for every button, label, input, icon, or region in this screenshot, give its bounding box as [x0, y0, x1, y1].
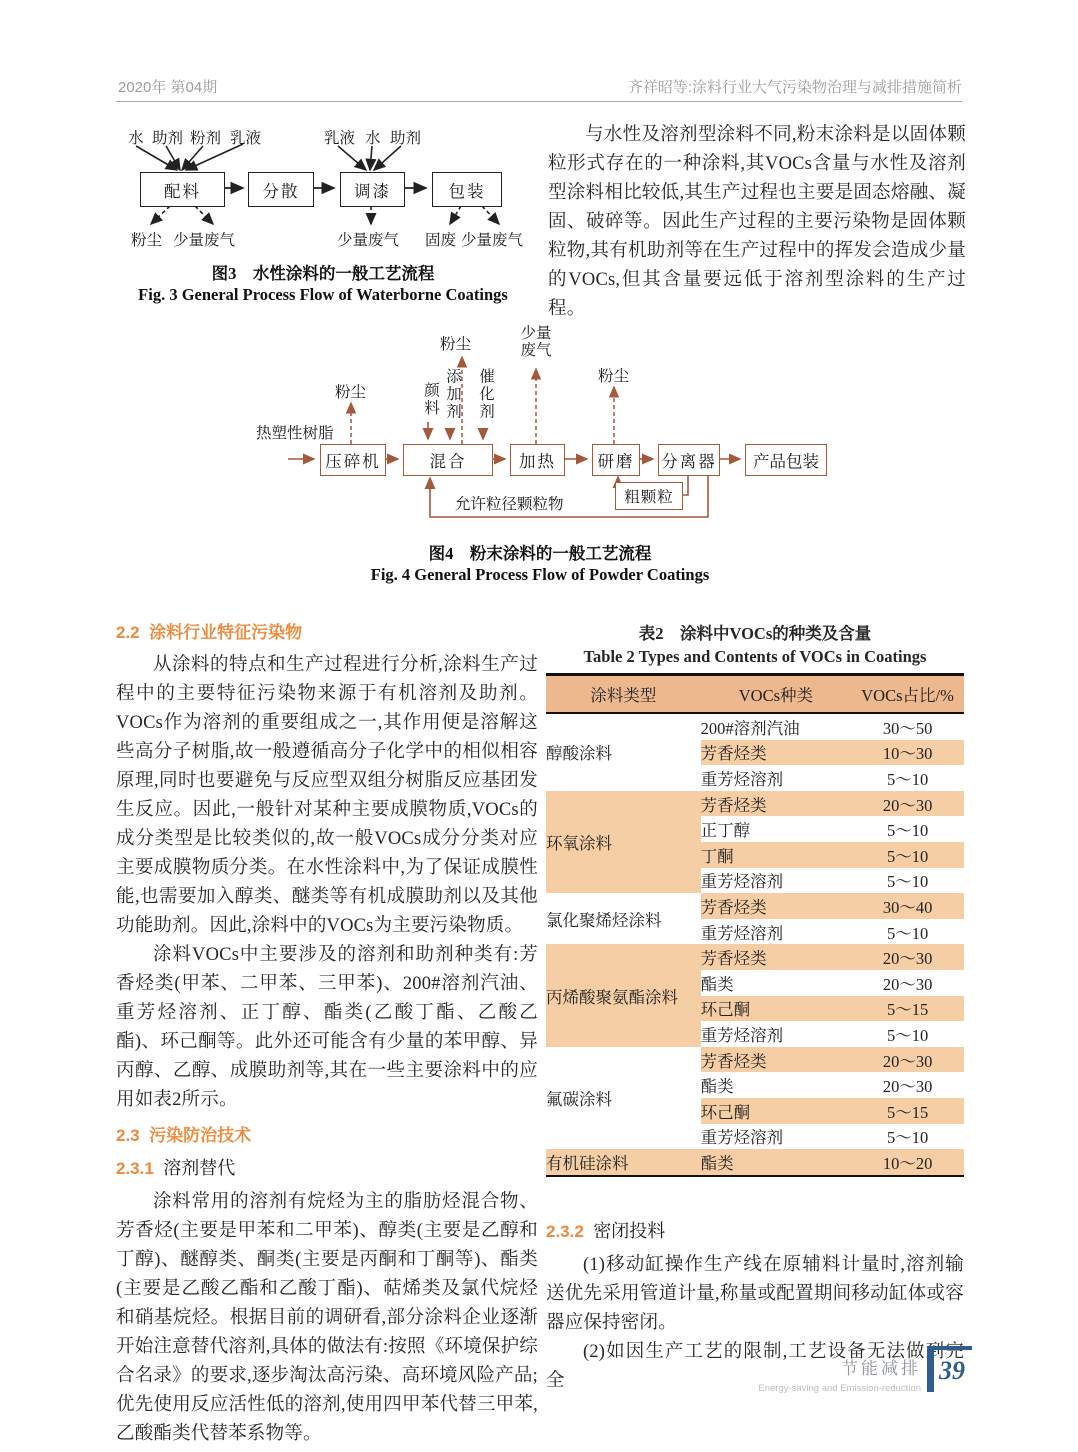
fig3-input-powder: 粉剂 [190, 130, 222, 147]
section-2-3-num: 2.3 [116, 1126, 140, 1145]
table-row [546, 791, 964, 817]
vocs-pct-cell: 20～30 [882, 974, 933, 994]
section-2-2-num: 2.2 [116, 623, 140, 642]
fig4-box-separator: 分离器 [658, 444, 720, 476]
vocs-pct-cell: 10～20 [851, 1149, 964, 1176]
vocs-kind-cell: 芳香烃类 [701, 740, 851, 766]
vocs-pct-cell: 20～30 [851, 1047, 964, 1073]
section-2-3-2-heading [546, 1217, 964, 1243]
journal-issue: 2020年 第04期 [118, 79, 218, 96]
section-2-2-title: 涂料行业特征污染物 [149, 623, 303, 642]
fig3-box-dispersing: 分散 [248, 172, 314, 207]
fig4-box-crusher: 压碎机 [320, 444, 386, 476]
table-row [546, 944, 964, 970]
coating-type-cell: 醇酸涂料 [546, 744, 612, 764]
vocs-pct-cell: 5～15 [851, 996, 964, 1022]
section-2-3-1-paragraph: 涂料常用的溶剂有烷烃为主的脂肪烃混合物、芳香烃(主要是甲苯和二甲苯)、醇类(主要是乙醇和丁醇)、醚醇类、酮类(主要是丙酮和丁酮等)、酯类(主要是乙酸乙酯和乙酸丁酯)、萜烯类及氯代烷烃和硝基烷烃。根据目前的调研看,部分涂料企业逐渐开始注意替代溶剂,具体的做法有:按照《环境保护综合名录》的要求,逐步淘汰高污染、高环境风险产品;优先使用反应活性低的溶剂,使用四甲苯代替三甲苯,乙酸酯类代替苯系物等。 [116, 1192, 538, 1444]
page-header [118, 76, 962, 97]
section-2-3-1-num: 2.3.1 [116, 1159, 154, 1178]
footer-column-name-en: Energy-saving and Emission-reduction [758, 1383, 921, 1394]
page-number-tab [927, 1346, 972, 1392]
vocs-pct-cell: 5～10 [886, 821, 929, 841]
figure4-powder-flow [250, 322, 830, 590]
vocs-table [546, 673, 964, 1177]
fig4-recycle-label: 允许粒径颗粒物 [455, 496, 564, 513]
vocs-pct-cell: 5～10 [886, 769, 929, 789]
section-2-3-2-num: 2.3.2 [546, 1221, 584, 1241]
vocs-kind-cell: 丁酮 [701, 842, 851, 868]
section-2-3-title: 污染防治技术 [149, 1126, 252, 1145]
header-vocs-pct: VOCs占比/% [851, 675, 964, 714]
vocs-kind-cell: 环己酮 [701, 1098, 851, 1124]
fig3-box-mixing: 调漆 [340, 172, 405, 207]
section-2-2-heading [116, 618, 538, 643]
page-footer [758, 1346, 972, 1394]
header-coating-type: 涂料类型 [546, 675, 701, 714]
section-2-2-paragraph-2: 涂料VOCs中主要涉及的溶剂和助剂种类有:芳香烃类(甲苯、二甲苯、三甲苯)、200#溶剂汽油、重芳烃溶剂、正丁醇、酯类(乙酸丁酯、乙酸乙酯)、环己酮等。此外还可能含有少量的苯甲醇、异丙醇、乙醇、成膜助剂等,其在一些主要涂料中的应用如表2所示。 [116, 945, 538, 1110]
vocs-kind-cell: 重芳烃溶剂 [700, 872, 784, 892]
fig3-input-additive2: 助剂 [390, 130, 422, 147]
vocs-kind-cell: 芳香烃类 [701, 791, 851, 817]
section-2-3-1-heading [116, 1154, 538, 1180]
fig3-out-dust: 粉尘 [131, 232, 163, 249]
footer-text [758, 1346, 921, 1394]
coating-type-cell: 丙烯酸聚氨酯涂料 [546, 944, 701, 1046]
vocs-table-body [546, 713, 964, 1176]
vocs-kind-cell: 酯类 [700, 1077, 734, 1097]
left-column [116, 618, 538, 1449]
vocs-kind-cell: 200#溶剂汽油 [700, 718, 800, 738]
powder-coating-paragraph: 与水性及溶剂型涂料不同,粉末涂料是以固体颗粒形式存在的一种涂料,其VOCs含量与水性及溶剂型涂料相比较低,其生产过程也主要是固态熔融、凝固、破碎等。因此生产过程的主要污染物是固体颗粒物,其有机助剂等在生产过程中的挥发会造成少量的VOCs,但其含量要远低于溶剂型涂料的生产过程。 [548, 125, 966, 319]
fig3-box-packaging: 包装 [432, 172, 502, 207]
vocs-kind-cell: 重芳烃溶剂 [700, 1025, 784, 1045]
section-2-3-2-paragraph-2: (2)如因生产工艺的限制,工艺设备无法做到完全 [546, 1341, 964, 1391]
fig3-input-emulsion2: 乳液 [324, 130, 356, 147]
footer-column-name-zh: 节能减排 [841, 1359, 921, 1378]
fig3-emission-arrows [151, 206, 499, 224]
fig3-input-additive: 助剂 [152, 130, 184, 147]
fig4-box-grinding: 研磨 [592, 444, 640, 476]
fig4-emission-crusher-dust: 粉尘 [335, 384, 367, 401]
vocs-pct-cell: 20～30 [851, 791, 964, 817]
figure4-caption-zh: 图4 粉末涂料的一般工艺流程 [428, 544, 652, 563]
vocs-pct-cell: 10～30 [851, 740, 964, 766]
figure3-caption-zh: 图3 水性涂料的一般工艺流程 [211, 264, 435, 283]
header-rule [116, 101, 962, 102]
coating-type-cell: 氯化聚烯烃涂料 [546, 910, 662, 930]
vocs-kind-cell: 芳香烃类 [701, 1047, 851, 1073]
fig4-input-pigment: 颜料 [422, 382, 439, 417]
table-header-row [546, 675, 964, 714]
figure3-caption-en: Fig. 3 General Process Flow of Waterborne Coatings [138, 285, 508, 304]
fig3-input-water: 水 [128, 130, 144, 147]
running-title: 齐祥昭等:涂料行业大气污染物治理与减排措施简析 [627, 79, 962, 96]
vocs-table-head [546, 675, 964, 714]
vocs-kind-cell: 重芳烃溶剂 [700, 923, 784, 943]
fig4-resin-label: 热塑性树脂 [256, 425, 334, 442]
fig3-input-water2: 水 [365, 130, 381, 147]
section-2-3-2-title: 密闭投料 [593, 1220, 666, 1241]
section-2-3-2-paragraph-1: (1)移动缸操作生产线在原辅料计量时,溶剂输送优先采用管道计量,称量或配置期间移动缸体或容器应保持密闭。 [546, 1254, 964, 1333]
vocs-kind-cell: 环己酮 [701, 996, 851, 1022]
fig3-input-emulsion: 乳液 [230, 130, 262, 147]
section-2-3-heading [116, 1121, 538, 1146]
figure4-caption-en: Fig. 4 General Process Flow of Powder Coatings [370, 565, 710, 584]
fig4-box-coarse-particles: 粗颗粒 [615, 482, 683, 510]
fig3-out-wastegas-1: 少量废气 [173, 232, 236, 249]
vocs-pct-cell: 5～10 [886, 872, 929, 892]
fig4-box-heating: 加热 [510, 444, 565, 476]
section-2-2-paragraph-1: 从涂料的特点和生产过程进行分析,涂料生产过程中的主要特征污染物来源于有机溶剂及助剂。VOCs作为溶剂的重要组成之一,其作用便是溶解这些高分子树脂,故一般遵循高分子化学中的相似相容原理,同时也要避免与反应型双组分树脂反应基团发生反应。因此,一般针对某种主要成膜物质,VOCs的成分类型是比较类似的,故一般VOCs成分分类对应主要成膜物质分类。在水性涂料中,为了保证成膜性能,也需要加入醇类、醚类等有机成膜助剂以及其他功能助剂。因此,涂料中的VOCs为主要污染物质。 [116, 655, 538, 936]
powder-coating-paragraph-block [548, 121, 966, 324]
table-row [546, 893, 964, 919]
table-row [546, 713, 964, 740]
fig3-out-wastegas-3: 少量废气 [461, 232, 524, 249]
figure3-waterborne-flow [113, 118, 533, 313]
table2-title-zh: 表2 涂料中VOCs的种类及含量 [638, 624, 872, 643]
fig4-emission-mix-dust: 粉尘 [440, 336, 472, 353]
fig4-emission-grind-dust: 粉尘 [598, 368, 630, 385]
vocs-pct-cell: 30～50 [882, 718, 933, 738]
vocs-kind-cell: 芳香烃类 [701, 893, 851, 919]
section-2-3-1-title: 溶剂替代 [163, 1158, 236, 1178]
vocs-pct-cell: 5～15 [851, 1098, 964, 1124]
vocs-pct-cell: 20～30 [882, 1077, 933, 1097]
coating-type-cell: 氟碳涂料 [546, 1089, 612, 1109]
fig4-input-catalyst: 催化剂 [477, 368, 494, 421]
fig4-box-mixing: 混合 [403, 444, 493, 476]
vocs-pct-cell: 20～30 [851, 944, 964, 970]
vocs-pct-cell: 5～10 [886, 923, 929, 943]
vocs-pct-cell: 5～10 [851, 842, 964, 868]
header-vocs-kind: VOCs种类 [701, 675, 851, 714]
fig4-box-packaging: 产品包装 [745, 444, 827, 476]
right-column [546, 618, 964, 1396]
vocs-kind-cell: 酯类 [701, 1149, 851, 1176]
vocs-pct-cell: 30～40 [851, 893, 964, 919]
fig3-box-batching: 配料 [140, 172, 225, 207]
vocs-pct-cell: 5～10 [886, 1025, 929, 1045]
vocs-pct-cell: 5～10 [886, 1128, 929, 1148]
fig3-out-solidwaste: 固废 [425, 232, 457, 249]
vocs-kind-cell: 酯类 [700, 974, 734, 994]
fig3-out-wastegas-2: 少量废气 [337, 232, 400, 249]
vocs-kind-cell: 芳香烃类 [701, 944, 851, 970]
vocs-kind-cell: 正丁醇 [700, 821, 751, 841]
vocs-kind-cell: 重芳烃溶剂 [700, 769, 784, 789]
table2-title-en: Table 2 Types and Contents of VOCs in Coatings [583, 647, 927, 666]
page-number: 39 [939, 1356, 965, 1385]
fig4-emission-heat-wastegas: 少量废气 [520, 325, 552, 359]
table-row [546, 1047, 964, 1073]
table-row [546, 1149, 964, 1176]
coating-type-cell: 环氧涂料 [546, 791, 701, 893]
vocs-kind-cell: 重芳烃溶剂 [700, 1128, 784, 1148]
fig4-input-additive: 添加剂 [444, 368, 461, 421]
coating-type-cell: 有机硅涂料 [546, 1149, 701, 1176]
